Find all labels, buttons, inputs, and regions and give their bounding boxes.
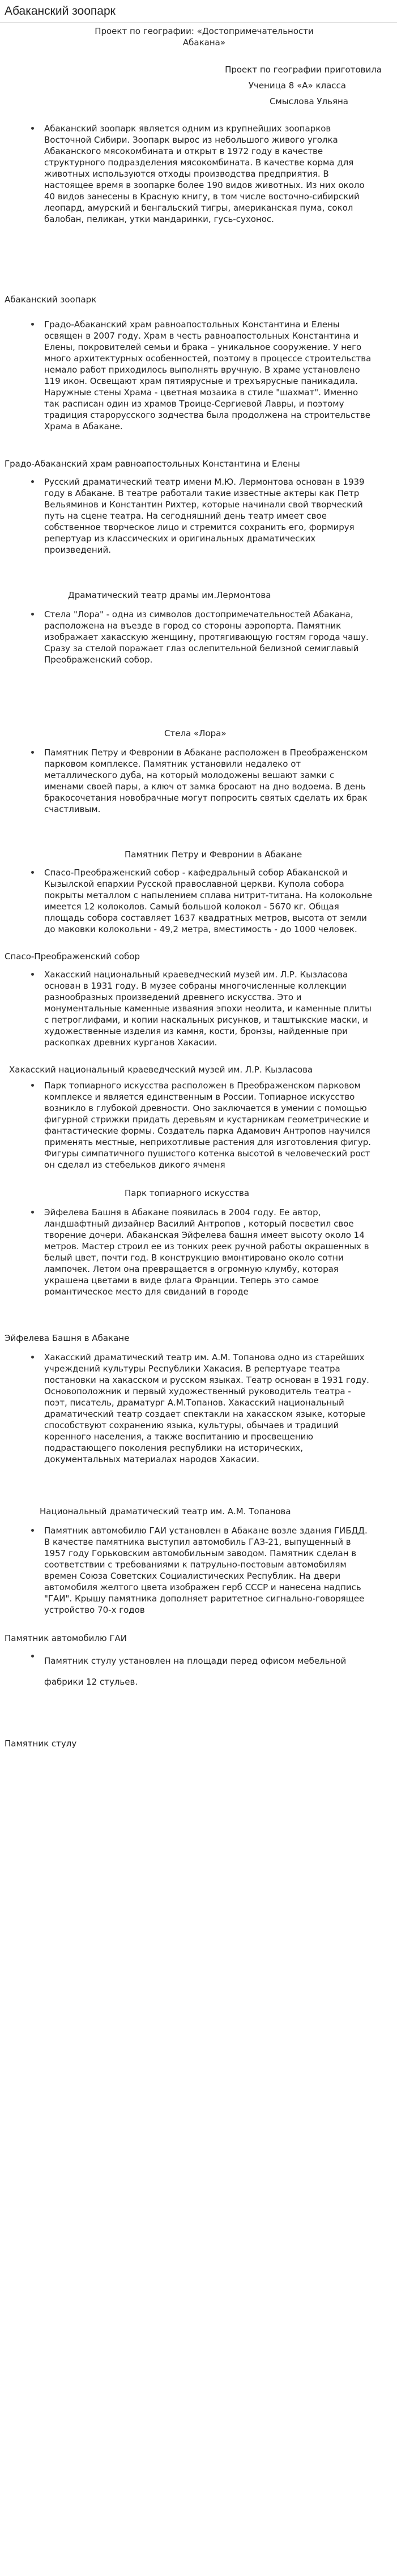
section-caption: Памятник стулу <box>5 1738 77 1749</box>
section-khakass-theatre <box>0 1352 397 1517</box>
section-text: Стела "Лора" - одна из символов достопримечательностей Абакана, расположена на въезде в город со стороны аэропорта. Памятник изображает хакасскую женщину, протягивающую гостям города чашу. Сразу за стелой поражает глаз ослепительной белизной семиглавый Преображенский собор. <box>44 609 374 665</box>
section-text: Градо-Абаканский храм равноапостольных Константина и Елены освящен в 2007 году. Храм в честь равноапостольных Константина и Елены, покровителей семьи и брака – уникальное сооружение. У него много архитектурных особенностей, поэтому в процессе строительства немало работ приходилось выполнять вручную. В храме установлено 119 икон. Освещают храм пятиярусные и трехъярусные паникадила. Наружные стены Храма - цветная мозаика в стиле "шахмат". Именно так расписан один из храмов Троице-Сергиевой Лавры, и поэтому традиция старорусского зодчества была продолжена на строительстве Храма в Абакане. <box>44 319 374 432</box>
author-line-3: Смыслова Ульяна <box>269 96 348 106</box>
section-list <box>0 609 397 665</box>
section-list <box>0 747 397 815</box>
section-museum <box>0 969 397 1075</box>
section-list <box>0 476 397 556</box>
section-text: Русский драматический театр имени М.Ю. Лермонтова основан в 1939 году в Абакане. В театре работали такие известные актеры как Петр Вельяминов и Константин Рихтер, которые начинали свой творческий путь на сцене театра. На сегодняшний день театр имеет свое собственное творческое лицо и стремится сохранить его, формируя репертуар из классических и оригинальных драматических произведений. <box>44 476 374 556</box>
project-heading-line-2: Абакана» <box>182 37 226 48</box>
page-title: Абаканский зоопарк <box>5 5 116 18</box>
section-gai-car <box>0 1525 397 1644</box>
section-peter-fevronia <box>0 747 397 860</box>
section-text: Памятник Петру и Февронии в Абакане расположен в Преображенском парковом комплексе. Памятник установили недалеко от металлического дуба, на который молодожены вешают замки с именами своей пары, а ключ от замка бросают на дно водоема. В день бракосочетания новобрачные могут попросить святых сделать их брак счастливым. <box>44 747 374 815</box>
intro-block <box>0 25 397 107</box>
section-list <box>0 1352 397 1465</box>
section-list <box>0 123 397 225</box>
section-caption: Парк топиарного искусства <box>125 1188 250 1198</box>
section-caption: Стела «Лора» <box>164 728 227 738</box>
author-line-1: Проект по географии приготовила <box>225 65 382 75</box>
section-list <box>0 319 397 432</box>
section-lermontov-theatre <box>0 476 397 601</box>
section-list <box>0 969 397 1048</box>
section-list <box>0 1207 397 1297</box>
section-list <box>0 1080 397 1170</box>
section-caption: Градо-Абаканский храм равноапостольных Константина и Елены <box>5 459 300 469</box>
section-caption: Спасо-Преображенский собор <box>5 951 140 962</box>
section-stela <box>0 609 397 739</box>
section-caption: Хакасский национальный краеведческий музей им. Л.Р. Кызласова <box>9 1065 313 1075</box>
section-temple <box>0 319 397 469</box>
section-topiary-park <box>0 1080 397 1199</box>
project-heading-line-1: Проект по географии: «Достопримечательности <box>95 26 314 36</box>
section-caption: Драматический театр драмы им.Лермонтова <box>68 590 271 600</box>
section-text: Памятник стулу установлен на площади перед офисом мебельной фабрики 12 стульев. <box>44 1651 374 1693</box>
section-text: Абаканский зоопарк является одним из крупнейших зоопарков Восточной Сибири. Зоопарк вырос из небольшого живого уголка Абаканского мясокомбината и открыт в 1972 году в качестве структурного подразделения мясокомбината. В качестве корма для животных используются отходы производства предприятия. В настоящее время в зоопарке более 190 видов животных. Из них около 40 видов занесены в Красную книгу, в том числе восточно-сибирский леопард, амурский и бенгальский тигры, американская пума, сокол балобан, пеликан, утки мандаринки, гусь-сухонос. <box>44 123 374 225</box>
section-caption: Эйфелева Башня в Абакане <box>5 1333 130 1343</box>
section-list <box>0 867 397 935</box>
section-text: Спасо-Преображенский собор - кафедральный собор Абаканской и Кызылской епархии Русской православной церкви. Купола собора покрыты металлом с напылением сплава нитрит-титана. На колокольне имеется 12 колоколов. Самый большой колокол - 5670 кг. Общая площадь собора составляет 1637 квадратных метров, высота от земли до маковки колокольни - 49,2 метра, вместимость - до 1000 человек. <box>44 867 374 935</box>
section-chair-monument <box>0 1651 397 1749</box>
document-content <box>0 23 397 1749</box>
section-caption: Национальный драматический театр им. А.М. Топанова <box>40 1506 291 1516</box>
section-list <box>0 1525 397 1616</box>
section-text: Хакасский национальный краеведческий музей им. Л.Р. Кызласова основан в 1931 году. В музее собраны многочисленные коллекции разнообразных произведений древнего искусства. Это и монументальные каменные изваяния эпохи неолита, и каменные плиты с петроглифами, и копии наскальных рисунков, и таштыкские маски, и художественные изделия из камня, кости, бронзы, найденные при раскопках древних курганов Хакасии. <box>44 969 374 1048</box>
author-line-2: Ученица 8 «А» класса <box>248 80 346 91</box>
section-cathedral <box>0 867 397 962</box>
section-zoo <box>0 123 397 305</box>
section-caption: Абаканский зоопарк <box>5 294 97 305</box>
section-text: Хакасский драматический театр им. А.М. Топанова одно из старейших учреждений культуры Республики Хакасия. В репертуаре театра постановки на хакасском и русском языках. Театр основан в 1931 году. Основоположник и первый художественный руководитель театра - поэт, писатель, драматург А.М.Топанов. Хакасский национальный драматический театр создает спектакли на хакасском языке, которые способствуют сохранению языка, культуры, обычаев и традиций коренного населения, а также воспитанию и просвещению подрастающего поколения республики на исторических, документальных материалах народов Хакасии. <box>44 1352 374 1465</box>
section-eiffel-tower <box>0 1207 397 1344</box>
section-text: Парк топиарного искусства расположен в Преображенском парковом комплексе и является единственным в России. Топиарное искусство возникло в глубокой древности. Оно заключается в умении с помощью фигурной стрижки придать деревьям и кустарникам геометрические и фантастические формы. Создатель парка Адамович Антропов научился применять местные, неприхотливые растения для изготовления фигур. Фигуры симпатичного пушистого котенка высотой в человеческий рост он сделал из стебельков дикого ячменя <box>44 1080 374 1170</box>
section-text: Эйфелева Башня в Абакане появилась в 2004 году. Ее автор, ландшафтный дизайнер Василий Антропов , который посветил свое творение дочери. Абаканская Эйфелева башня имеет высоту около 14 метров. Мастер строил ее из тонких реек ручной работы окрашенных в белый цвет, почти год. В конструкцию вмонтировано около сотни лампочек. Летом она превращается в огромную клумбу, которая украшена цветами в виде флага Франции. Теперь это самое романтическое место для свиданий в городе <box>44 1207 374 1297</box>
section-text: Памятник автомобилю ГАИ установлен в Абакане возле здания ГИБДД. В качестве памятника выступил автомобиль ГАЗ-21, выпущенный в 1957 году Горьковским автомобильным заводом. Памятник сделан в соответствии с требованиями к патрульно-постовым автомобилям времен Союза Советских Социалистических Республик. На двери автомобиля желтого цвета изображен герб СССР и нанесена надпись "ГАИ". Крышу памятника дополняет раритетное сигнально-говорящее устройство 70-х годов <box>44 1525 374 1616</box>
section-list <box>0 1651 397 1693</box>
section-caption: Памятник Петру и Февронии в Абакане <box>125 849 302 860</box>
section-caption: Памятник автомобилю ГАИ <box>5 1633 127 1643</box>
title-bar <box>0 0 397 23</box>
